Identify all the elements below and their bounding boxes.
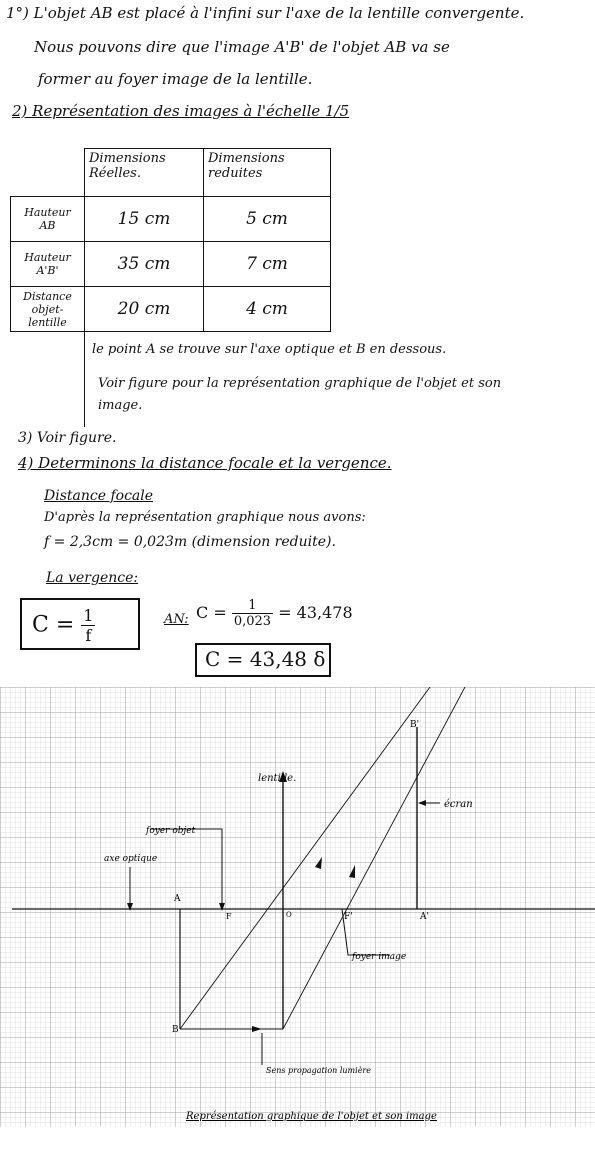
point-fp-label: F' [344,912,353,922]
table-row [11,197,331,242]
q2-note3: image. [98,398,143,413]
row-label: Hauteur A'B' [11,242,85,287]
formula-box [20,598,140,650]
table-corner [11,149,85,197]
table-header-real: Dimensions Réelles. [85,149,204,197]
table-blank [11,332,85,427]
point-f-label: F [226,912,232,921]
lens-label: lentille. [258,773,297,784]
final-result: C = 43,48 δ [205,647,326,671]
focal-heading: Distance focale [44,488,154,504]
graph-paper-grid [0,687,595,1127]
formula [32,606,95,645]
an-fraction [232,598,273,629]
point-bp-label: B' [410,720,420,730]
table-row [11,287,331,332]
q1-line3: former au foyer image de la lentille. [38,70,313,88]
q3-text: 3) Voir figure. [18,430,117,446]
point-o-label: O [286,911,292,919]
formula-num: 1 [83,606,94,625]
formula-fraction [81,606,95,645]
formula-den: f [85,626,92,645]
focal-line2: f = 2,3cm = 0,023m (dimension reduite). [44,534,336,550]
cell-reduced: 4 cm [204,287,331,332]
screen-label: écran [444,799,473,810]
point-b-label: B [172,1025,179,1035]
vergence-heading: La vergence: [46,570,139,586]
propagation-label: Sens propagation lumière [266,1066,371,1075]
an-label: AN: [164,612,189,627]
optical-axis-label: axe optique [104,854,158,864]
cell-real: 15 cm [85,197,204,242]
optics-figure [0,687,595,1160]
row-label: Hauteur AB [11,197,85,242]
point-a-label: A [174,894,181,904]
an-lhs: C = [196,603,227,622]
an-formula [196,598,353,629]
image-focus-label: foyer image [352,952,407,962]
formula-lhs: C = [32,612,75,638]
q4-title: 4) Determinons la distance focale et la vergence. [18,454,392,472]
cell-reduced: 5 cm [204,197,331,242]
an-result: = 43,478 [278,603,353,622]
point-ap-label: A' [420,912,429,922]
object-focus-label: foyer objet [146,826,196,836]
focal-line1: D'après la représentation graphique nous avons: [44,510,366,525]
an-num: 1 [232,598,273,614]
cell-reduced: 7 cm [204,242,331,287]
figure-caption: Représentation graphique de l'objet et son image [186,1111,437,1122]
cell-real: 20 cm [85,287,204,332]
q2-title: 2) Représentation des images à l'échelle 1/5 [12,102,350,120]
an-den: 0,023 [233,614,272,629]
row-label: Distance objet-lentille [11,287,85,332]
final-result-box [195,643,331,677]
q2-note1: le point A se trouve sur l'axe optique et B en dessous. [92,342,447,357]
cell-real: 35 cm [85,242,204,287]
table-row [11,242,331,287]
q2-note2: Voir figure pour la représentation graphique de l'objet et son [98,376,502,391]
table-header-reduced: Dimensions reduites [204,149,331,197]
q1-line1: 1°) L'objet AB est placé à l'infini sur l'axe de la lentille convergente. [6,4,525,22]
q1-line2: Nous pouvons dire que l'image A'B' de l'objet AB va se [34,38,450,56]
